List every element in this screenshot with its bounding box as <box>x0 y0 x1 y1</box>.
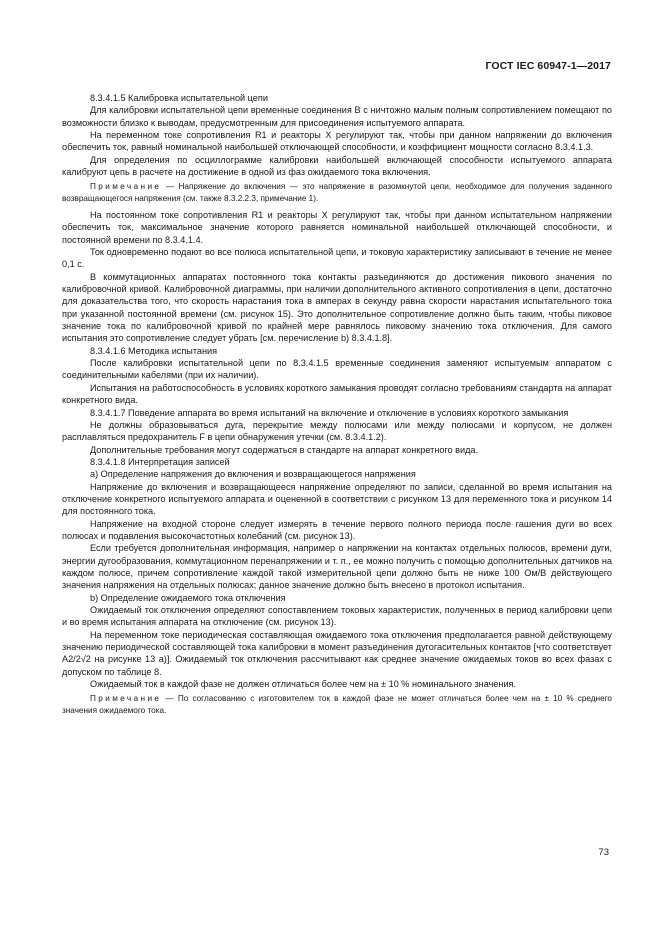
paragraph: Если требуется дополнительная информация, например о напряжении на контактах отдельных полюсов, времени дуги, энергии дугообразования, коммутационном перенапряжении и т. п., ее можно получить с помощью дополнительных датчиков на каждом полюсе, причем сопротивление каждой такой измерительной цепи должно быть не ниже 100 Ом/В действующего значения напряжения на отдельных полюсах; данное значение должно быть внесено в протокол испытания. <box>62 543 612 591</box>
paragraph: Испытания на работоспособность в условиях короткого замыкания проводят согласно требованиям стандарта на аппарат конкретного вида. <box>62 382 612 406</box>
clause-heading-8-3-4-1-6: 8.3.4.1.6 Методика испытания <box>90 345 218 356</box>
paragraph: Дополнительные требования могут содержаться в стандарте на аппарат конкретного вида. <box>90 444 479 455</box>
paragraph: На постоянном токе сопротивления R1 и реакторы X регулируют так, чтобы при данном испытательном напряжении обеспечить ток, максимальное значение которого равняется номинальной наибольшей отключающей способности, и постоянной времени по 8.3.4.1.4. <box>62 210 612 245</box>
body-text <box>62 92 612 717</box>
list-item-a: а) Определение напряжения до включения и возвращающегося напряжения <box>90 469 416 480</box>
clause-heading-8-3-4-1-8: 8.3.4.1.8 Интерпретация записей <box>90 456 230 467</box>
paragraph: Не должны образовываться дуга, перекрытие между полюсами или между полюсами и корпусом, не должен расплавляться предохранитель F в цепи обнаружения утечки (см. 8.3.4.1.2). <box>62 419 612 443</box>
note-label: Примечание <box>90 182 162 192</box>
paragraph: Для калибровки испытательной цепи временные соединения B с ничтожно малым полным сопротивлением помещают по возможности близко к выводам, предусмотренным для присоединения испытуемого аппарата. <box>62 105 612 128</box>
note-text: — Напряжение до включения — это напряжение в разомкнутой цепи, необходимое для получения заданного возвращающегося напряжения (см. также 8.3.2.2.3, примечание 1). <box>62 182 612 204</box>
paragraph: Ток одновременно подают во все полюса испытательной цепи, и токовую характеристику записывают в течение не менее 0,1 с. <box>62 247 612 270</box>
note <box>62 693 612 717</box>
list-item-b: b) Определение ожидаемого тока отключения <box>90 592 286 603</box>
note-label: Примечание <box>90 694 162 704</box>
paragraph: Ожидаемый ток отключения определяют сопоставлением токовых характеристик, полученных в период калибровки цепи и во время испытания аппарата на отключение (см. рисунок 13). <box>62 605 612 628</box>
paragraph: На переменном токе сопротивления R1 и реакторы X регулируют так, чтобы при данном напряжении до включения обеспечить ток, равный номинальной наибольшей отключающей способности, и коэффициент мощности согласно 8.3.4.1.3. <box>62 130 612 153</box>
paragraph: Напряжение на входной стороне следует измерять в течение первого полного периода после гашения дуги во всех полюсах и подавления высокочастотных колебаний (см. рисунок 13). <box>62 518 612 541</box>
paragraph: На переменном токе периодическая составляющая ожидаемого тока отключения предполагается равной действующему значению периодической составляющей тока калибровки в момент разъединения дугогасительных контактов [что соответствует A2/2√2 на рисунке 13 а)]. Ожидаемый ток отключения рассчитывают как среднее значение ожидаемых токов во всех фазах с допуском по таблице 8. <box>62 629 612 677</box>
note-text: — По согласованию с изготовителем ток в каждой фазе не может отличаться более чем на ± 10 % среднего значения ожидаемого тока. <box>62 694 612 716</box>
page-number: 73 <box>598 847 609 858</box>
paragraph: После калибровки испытательной цепи по 8.3.4.1.5 временные соединения заменяют испытуемым аппаратом с соединительными кабелями (при их наличии). <box>62 358 612 381</box>
standard-header: ГОСТ IEC 60947-1—2017 <box>485 60 611 72</box>
clause-heading-8-3-4-1-5: 8.3.4.1.5 Калибровка испытательной цепи <box>90 93 268 103</box>
paragraph: Для определения по осциллограмме калибровки наибольшей включающей способности испытуемого аппарата калибруют цепь в расчете на достижение в одной из фаз ожидаемого тока включения. <box>62 154 612 178</box>
paragraph: Напряжение до включения и возвращающееся напряжение определяют по записи, сделанной во время испытания на отключение конкретного испытуемого аппарата и оцененной в соответствии с рисунком 13 для переменного тока и рисунком 14 для постоянного тока. <box>62 481 612 517</box>
paragraph: Ожидаемый ток в каждой фазе не должен отличаться более чем на ± 10 % номинального значения. <box>90 679 517 690</box>
paragraph: В коммутационных аппаратах постоянного тока контакты разъединяются до достижения пикового значения по калибровочной кривой. Калибровочной диаграммы, при наличии дополнительного активного сопротивления в цепи, достаточно для доказательства того, что скорость нарастания тока в амперах в секунду равна скорости нарастания испытательного тока при указанной постоянной времени (см. рисунок 15). Это дополнительное сопротивление должно быть таким, чтобы пиковое значение тока по калибровочной кривой по крайней мере равнялось пиковому значению тока отключения. Для самого испытания это сопротивление следует убрать [см. перечисление b) 8.3.4.1.8]. <box>62 271 612 344</box>
clause-heading-8-3-4-1-7: 8.3.4.1.7 Поведение аппарата во время испытаний на включение и отключение в условиях короткого замыкания <box>90 407 569 418</box>
note <box>62 181 612 205</box>
